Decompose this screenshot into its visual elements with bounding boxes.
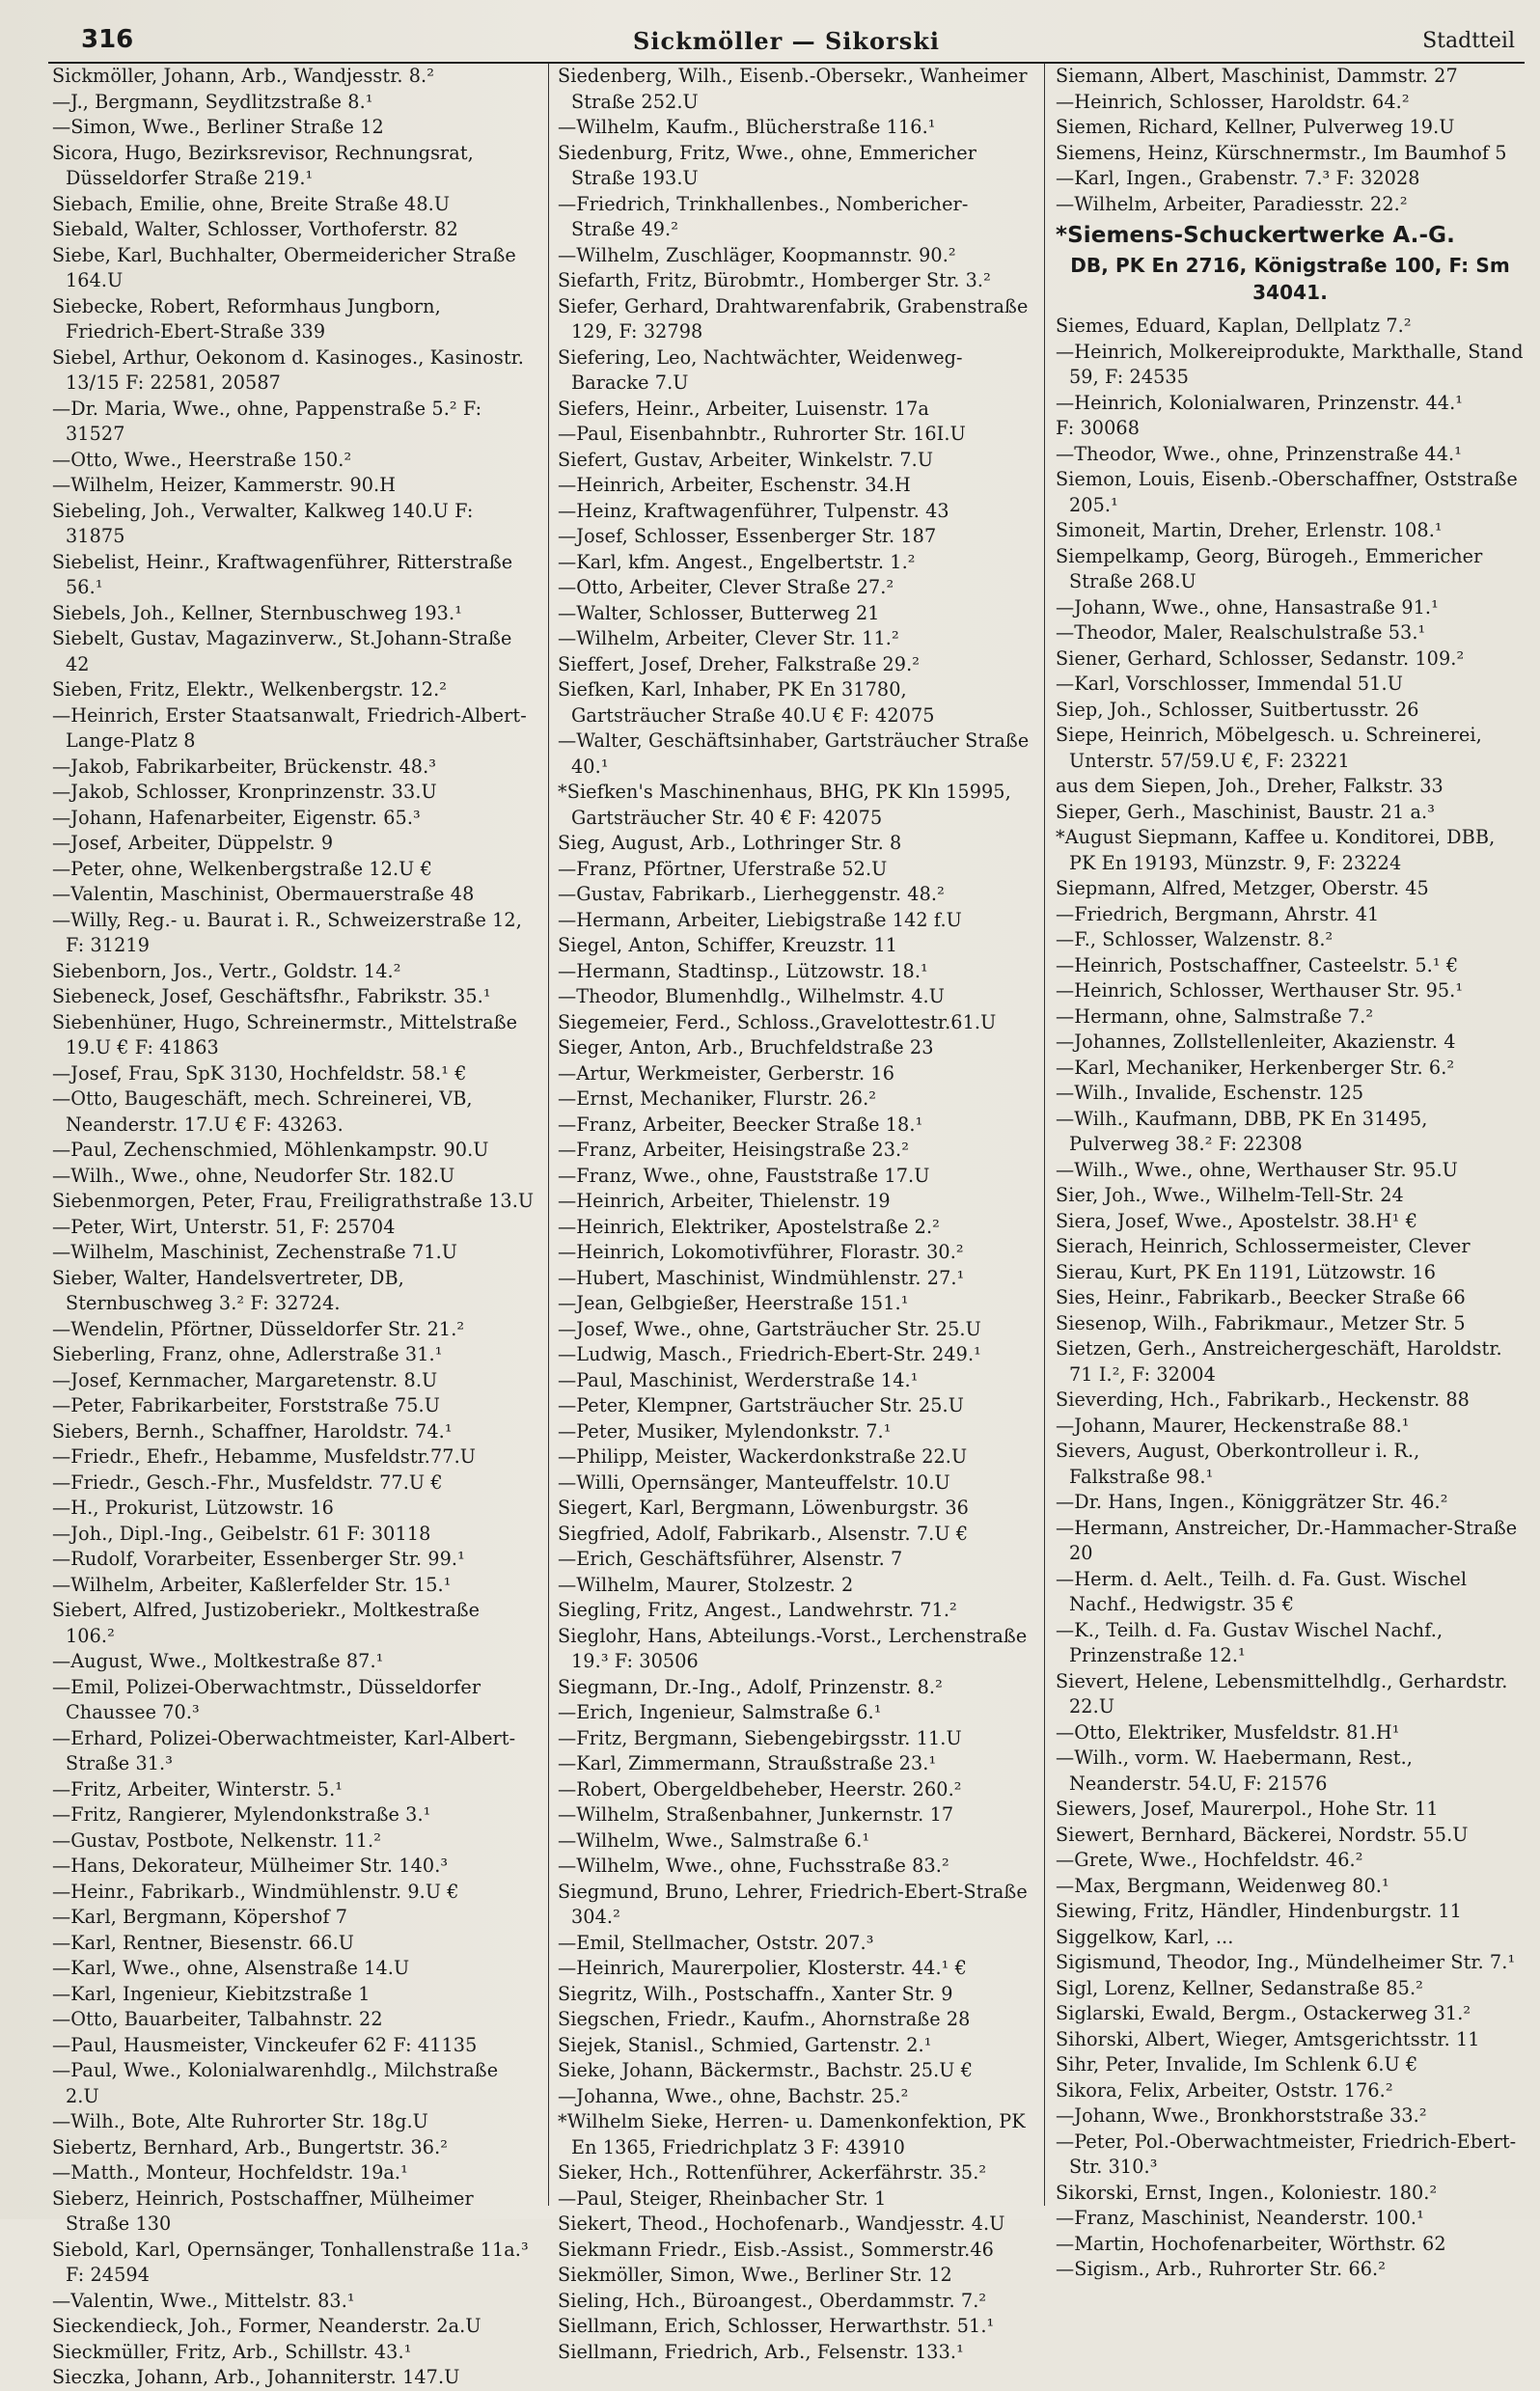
directory-column-left bbox=[52, 64, 535, 2388]
directory-entry: Siebach, Emilie, ohne, Breite Straße 48.U bbox=[52, 192, 451, 215]
directory-entry: —Franz, Maschinist, Neanderstr. 100.¹ bbox=[1056, 2207, 1424, 2229]
directory-entry: —Wilhelm, Wwe., ohne, Fuchsstraße 83.² bbox=[558, 1855, 949, 1877]
directory-entry: Sickmöller, Johann, Arb., Wandjesstr. 8.² bbox=[52, 65, 435, 87]
directory-entry: Sieling, Hch., Büroangest., Oberdammstr. 7.² bbox=[558, 2289, 987, 2312]
directory-entry: —Heinrich, Schlosser, Haroldstr. 64.² bbox=[1056, 90, 1410, 113]
directory-entry: Siejek, Stanisl., Schmied, Gartenstr. 2.¹ bbox=[558, 2033, 932, 2056]
directory-entry: Siebelt, Gustav, Magazinverw., St.Johann-Straße 42 bbox=[52, 627, 512, 675]
directory-entry: —Simon, Wwe., Berliner Straße 12 bbox=[52, 116, 384, 138]
directory-entry: —Gustav, Fabrikarb., Lierheggenstr. 48.² bbox=[558, 883, 945, 905]
directory-entry: Sigl, Lorenz, Kellner, Sedanstraße 85.² bbox=[1056, 1976, 1423, 1999]
directory-entry: —Hermann, Arbeiter, Liebigstraße 142 f.U bbox=[558, 908, 962, 931]
directory-entry: —Wilh., Kaufmann, DBB, PK En 31495, Pulverweg 38.² F: 22308 bbox=[1056, 1107, 1428, 1155]
directory-entry: —Josef, Schlosser, Essenberger Str. 187 bbox=[558, 525, 937, 547]
directory-entry: —Heinrich, Molkereiprodukte, Markthalle, Stand 59, F: 24535 bbox=[1056, 340, 1524, 388]
directory-entry: Siedenberg, Wilh., Eisenb.-Obersekr., Wanheimer Straße 252.U bbox=[558, 65, 1028, 113]
directory-entry: —Ernst, Mechaniker, Flurstr. 26.² bbox=[558, 1087, 877, 1110]
directory-entry: Siebel, Arthur, Oekonom d. Kasinoges., Kasinostr. 13/15 F: 22581, 20587 bbox=[52, 345, 525, 394]
directory-entry: —Heinrich, Postschaffner, Casteelstr. 5.¹ € bbox=[1056, 953, 1459, 976]
directory-entry: Siellmann, Erich, Schlosser, Herwarthstr. 51.¹ bbox=[558, 2315, 995, 2337]
directory-entry: —Wilhelm, Heizer, Kammerstr. 90.H bbox=[52, 474, 397, 496]
directory-entry: —Heinrich, Erster Staatsanwalt, Friedrich-Albert-Lange-Platz 8 bbox=[52, 703, 527, 752]
directory-entry: —Josef, Wwe., ohne, Gartsträucher Str. 25.U bbox=[558, 1317, 981, 1340]
directory-entry: Sieglohr, Hans, Abteilungs.-Vorst., Lerchenstraße 19.³ F: 30506 bbox=[558, 1624, 1028, 1672]
directory-entry: Siegritz, Wilh., Postschaffn., Xanter Str. 9 bbox=[558, 1982, 953, 2005]
directory-entry: —Hans, Dekorateur, Mülheimer Str. 140.³ bbox=[52, 1855, 449, 1877]
directory-entry: *Siemens-Schuckertwerke A.-G. bbox=[1056, 223, 1455, 248]
directory-entry: —Walter, Schlosser, Butterweg 21 bbox=[558, 601, 880, 624]
directory-entry: —Johannes, Zollstellenleiter, Akazienstr. 4 bbox=[1056, 1031, 1456, 1053]
directory-entry: Siefken, Karl, Inhaber, PK En 31780, Gartsträucher Straße 40.U € F: 42075 bbox=[558, 678, 935, 727]
directory-entry: —Peter, Pol.-Oberwachtmeister, Friedrich-Ebert-Str. 310.³ bbox=[1056, 2130, 1517, 2178]
directory-entry: —Friedr., Ehefr., Hebamme, Musfeldstr.77.U bbox=[52, 1445, 477, 1468]
directory-entry: F: 30068 bbox=[1056, 417, 1141, 439]
directory-entry: —Theodor, Maler, Realschulstraße 53.¹ bbox=[1056, 621, 1426, 644]
directory-entry: —Karl, Vorschlosser, Immendal 51.U bbox=[1056, 673, 1403, 695]
directory-entry: —Heinz, Kraftwagenführer, Tulpenstr. 43 bbox=[558, 499, 949, 522]
directory-entry: Siemann, Albert, Maschinist, Dammstr. 27 bbox=[1056, 65, 1458, 87]
directory-entry: Siefer, Gerhard, Drahtwarenfabrik, Grabenstraße 129, F: 32798 bbox=[558, 294, 1029, 343]
directory-entry: Sikorski, Ernst, Ingen., Koloniestr. 180.² bbox=[1056, 2181, 1438, 2204]
directory-entry: —Dr. Maria, Wwe., ohne, Pappenstraße 5.² F: 31527 bbox=[52, 397, 482, 445]
directory-entry: —K., Teilh. d. Fa. Gustav Wischel Nachf., Prinzenstraße 12.¹ bbox=[1056, 1618, 1444, 1666]
directory-entry: Sieg, August, Arb., Lothringer Str. 8 bbox=[558, 832, 902, 854]
directory-entry: Siewers, Josef, Maurerpol., Hohe Str. 11 bbox=[1056, 1798, 1439, 1820]
directory-entry: Sieczka, Johann, Arb., Johanniterstr. 147.U bbox=[52, 2366, 460, 2388]
directory-entry: —Hermann, Stadtinsp., Lützowstr. 18.¹ bbox=[558, 959, 928, 982]
directory-entry: Sieberz, Heinrich, Postschaffner, Mülheimer Straße 130 bbox=[52, 2186, 474, 2235]
directory-entry: —Hubert, Maschinist, Windmühlenstr. 27.¹ bbox=[558, 1266, 965, 1289]
directory-entry: —Wilh., vorm. W. Haebermann, Rest., Neanderstr. 54.U, F: 21576 bbox=[1056, 1746, 1413, 1795]
directory-entry: Siegemeier, Ferd., Schloss.,Gravelottestr.61.U bbox=[558, 1010, 997, 1033]
directory-entry: Siebertz, Bernhard, Arb., Bungertstr. 36.² bbox=[52, 2135, 449, 2158]
directory-entry: —Karl, kfm. Angest., Engelbertstr. 1.² bbox=[558, 550, 916, 573]
directory-entry: —Emil, Stellmacher, Oststr. 207.³ bbox=[558, 1931, 874, 1954]
directory-entry: Sievert, Helene, Lebensmittelhdlg., Gerhardstr. 22.U bbox=[1056, 1669, 1508, 1718]
directory-entry: —Robert, Obergeldbeheber, Heerstr. 260.² bbox=[558, 1777, 962, 1800]
directory-entry: Siebenborn, Jos., Vertr., Goldstr. 14.² bbox=[52, 959, 401, 982]
directory-entry: Sieker, Hch., Rottenführer, Ackerfährstr. 35.² bbox=[558, 2161, 987, 2184]
directory-entry: —Grete, Wwe., Hochfeldstr. 46.² bbox=[1056, 1849, 1363, 1871]
directory-entry: —Wilhelm, Arbeiter, Paradiesstr. 22.² bbox=[1056, 192, 1408, 215]
directory-entry: Siewing, Fritz, Händler, Hindenburgstr. 11 bbox=[1056, 1900, 1462, 1922]
directory-entry: —H., Prokurist, Lützowstr. 16 bbox=[52, 1497, 334, 1519]
directory-entry: —Friedr., Gesch.-Fhr., Musfeldstr. 77.U € bbox=[52, 1470, 443, 1494]
directory-entry: Sietzen, Gerh., Anstreichergeschäft, Haroldstr. 71 I.², F: 32004 bbox=[1056, 1337, 1502, 1386]
directory-entry: Siemen, Richard, Kellner, Pulverweg 19.U bbox=[1056, 116, 1455, 138]
directory-entry: —Johann, Wwe., ohne, Hansastraße 91.¹ bbox=[1056, 595, 1439, 618]
directory-entry: —Otto, Baugeschäft, mech. Schreinerei, VB, Neanderstr. 17.U € F: 43263. bbox=[52, 1087, 473, 1136]
directory-entry: —Joh., Dipl.-Ing., Geibelstr. 61 F: 30118 bbox=[52, 1522, 431, 1545]
directory-entry: —Franz, Wwe., ohne, Fauststraße 17.U bbox=[558, 1164, 930, 1187]
directory-entry: —Peter, ohne, Welkenbergstraße 12.U € bbox=[52, 857, 432, 880]
directory-entry: —Jean, Gelbgießer, Heerstraße 151.¹ bbox=[558, 1292, 909, 1314]
directory-entry: —F., Schlosser, Walzenstr. 8.² bbox=[1056, 928, 1334, 950]
directory-entry: —August, Wwe., Moltkestraße 87.¹ bbox=[52, 1650, 384, 1672]
directory-entry: —Paul, Zechenschmied, Möhlenkampstr. 90.U bbox=[52, 1139, 489, 1161]
directory-entry: —Heinrich, Lokomotivführer, Florastr. 30.² bbox=[558, 1241, 964, 1263]
directory-entry: Siebenmorgen, Peter, Frau, Freiligrathstraße 13.U bbox=[52, 1190, 535, 1212]
directory-entry: Siegschen, Friedr., Kaufm., Ahornstraße 28 bbox=[558, 2008, 971, 2030]
directory-entry: Siebecke, Robert, Reformhaus Jungborn, Friedrich-Ebert-Straße 339 bbox=[52, 294, 441, 343]
directory-entry: Siebeling, Joh., Verwalter, Kalkweg 140.U F: 31875 bbox=[52, 499, 474, 547]
directory-entry: Siemes, Eduard, Kaplan, Dellplatz 7.² bbox=[1056, 315, 1412, 337]
directory-entry: —Herm. d. Aelt., Teilh. d. Fa. Gust. Wischel Nachf., Hedwigstr. 35 € bbox=[1056, 1567, 1468, 1615]
directory-entry: Sierach, Heinrich, Schlossermeister, Clever bbox=[1056, 1235, 1471, 1257]
directory-entry: —Fritz, Bergmann, Siebengebirgsstr. 11.U bbox=[558, 1726, 962, 1749]
directory-entry: Siggelkow, Karl, ... bbox=[1056, 1925, 1234, 1948]
directory-entry: —Jakob, Fabrikarbeiter, Brückenstr. 48.³ bbox=[52, 755, 437, 778]
directory-entry: —Gustav, Postbote, Nelkenstr. 11.² bbox=[52, 1828, 382, 1852]
directory-entry: —Willi, Opernsänger, Manteuffelstr. 10.U bbox=[558, 1470, 950, 1494]
directory-entry: —Heinrich, Arbeiter, Eschenstr. 34.H bbox=[558, 474, 911, 496]
directory-entry: —Erhard, Polizei-Oberwachtmeister, Karl-Albert-Straße 31.³ bbox=[52, 1726, 516, 1774]
directory-entry: —Wilh., Wwe., ohne, Werthauser Str. 95.U bbox=[1056, 1158, 1458, 1181]
directory-entry: —Rudolf, Vorarbeiter, Essenberger Str. 99.¹ bbox=[52, 1548, 465, 1570]
directory-entry: —Franz, Arbeiter, Beecker Straße 18.¹ bbox=[558, 1113, 923, 1136]
column-divider bbox=[1044, 64, 1045, 2206]
directory-entry: —Josef, Frau, SpK 3130, Hochfeldstr. 58.¹ € bbox=[52, 1061, 467, 1085]
directory-entry: Siempelkamp, Georg, Bürogeh., Emmericher Straße 268.U bbox=[1056, 544, 1483, 592]
directory-entry: Sieberling, Franz, ohne, Adlerstraße 31.¹ bbox=[52, 1343, 443, 1365]
directory-entry: Siebald, Walter, Schlosser, Vorthoferstr. 82 bbox=[52, 218, 458, 240]
directory-entry: —Matth., Monteur, Hochfeldstr. 19a.¹ bbox=[52, 2161, 408, 2184]
directory-entry: —Wilhelm, Zuschläger, Koopmannstr. 90.² bbox=[558, 243, 956, 266]
directory-entry: Sieber, Walter, Handelsvertreter, DB, Sternbuschweg 3.² F: 32724. bbox=[52, 1266, 404, 1314]
directory-entry: Sieffert, Josef, Dreher, Falkstraße 29.² bbox=[558, 652, 921, 675]
directory-entry: Siera, Josef, Wwe., Apostelstr. 38.H¹ € bbox=[1056, 1209, 1418, 1232]
directory-entry: Siebeneck, Josef, Geschäftsfhr., Fabrikstr. 35.¹ bbox=[52, 985, 491, 1007]
directory-entry: —Willy, Reg.- u. Baurat i. R., Schweizerstraße 12, F: 31219 bbox=[52, 908, 522, 956]
directory-entry: —Jakob, Schlosser, Kronprinzenstr. 33.U bbox=[52, 781, 437, 803]
directory-entry: —Emil, Polizei-Oberwachtmstr., Düsseldorfer Chaussee 70.³ bbox=[52, 1675, 481, 1723]
directory-entry: —Johann, Wwe., Bronkhorststraße 33.² bbox=[1056, 2104, 1427, 2127]
directory-entry: —Wendelin, Pförtner, Düsseldorfer Str. 21.² bbox=[52, 1317, 465, 1340]
directory-entry: —Philipp, Meister, Wackerdonkstraße 22.U bbox=[558, 1445, 968, 1468]
directory-entry: —Valentin, Maschinist, Obermauerstraße 48 bbox=[52, 883, 475, 905]
directory-entry: —Karl, Bergmann, Köpershof 7 bbox=[52, 1906, 348, 1928]
directory-entry: —Franz, Arbeiter, Heisingstraße 23.² bbox=[558, 1139, 910, 1161]
directory-entry: —Max, Bergmann, Weidenweg 80.¹ bbox=[1056, 1874, 1389, 1897]
directory-entry: Siekert, Theod., Hochofenarb., Wandjesstr. 4.U bbox=[558, 2212, 1005, 2235]
column-divider bbox=[548, 64, 549, 2206]
directory-entry: Siebold, Karl, Opernsänger, Tonhallenstraße 11a.³ F: 24594 bbox=[52, 2238, 529, 2286]
directory-entry: Siep, Joh., Schlosser, Suitbertusstr. 26 bbox=[1056, 698, 1419, 721]
directory-entry: —Otto, Arbeiter, Clever Straße 27.² bbox=[558, 576, 894, 598]
directory-entry: Siegel, Anton, Schiffer, Kreuzstr. 11 bbox=[558, 934, 898, 956]
directory-entry: Siefering, Leo, Nachtwächter, Weidenweg-Baracke 7.U bbox=[558, 345, 963, 394]
directory-entry: Sigismund, Theodor, Ing., Mündelheimer Str. 7.¹ bbox=[1056, 1951, 1516, 1973]
directory-entry: —Heinrich, Arbeiter, Thielenstr. 19 bbox=[558, 1190, 891, 1212]
directory-entry: —Heinrich, Schlosser, Werthauser Str. 95.¹ bbox=[1056, 979, 1464, 1002]
directory-entry: Siebers, Bernh., Schaffner, Haroldstr. 74.¹ bbox=[52, 1419, 453, 1443]
directory-entry: —Franz, Pförtner, Uferstraße 52.U bbox=[558, 857, 888, 880]
directory-entry: —Josef, Arbeiter, Düppelstr. 9 bbox=[52, 832, 334, 854]
directory-entry: DB, PK En 2716, Königstraße 100, F: Sm 34041. bbox=[1070, 254, 1510, 304]
directory-entry: —Valentin, Wwe., Mittelstr. 83.¹ bbox=[52, 2289, 355, 2312]
directory-entry: —Fritz, Arbeiter, Winterstr. 5.¹ bbox=[52, 1777, 344, 1800]
directory-entry: —Peter, Fabrikarbeiter, Forststraße 75.U bbox=[52, 1394, 440, 1416]
directory-entry: Siekmöller, Simon, Wwe., Berliner Str. 12 bbox=[558, 2264, 952, 2286]
district-label: Stadtteil bbox=[1422, 29, 1515, 53]
directory-entry: —Theodor, Blumenhdlg., Wilhelmstr. 4.U bbox=[558, 985, 946, 1007]
directory-entry: Siebert, Alfred, Justizoberiekr., Moltkestraße 106.² bbox=[52, 1599, 481, 1647]
directory-entry: —Wilhelm, Wwe., Salmstraße 6.¹ bbox=[558, 1828, 870, 1852]
directory-entry: —Paul, Eisenbahnbtr., Ruhrorter Str. 16I.U bbox=[558, 423, 966, 445]
directory-entry: —Otto, Wwe., Heerstraße 150.² bbox=[52, 448, 352, 471]
directory-entry: —Karl, Rentner, Biesenstr. 66.U bbox=[52, 1931, 355, 1954]
directory-entry: —Johann, Hafenarbeiter, Eigenstr. 65.³ bbox=[52, 806, 421, 829]
directory-entry: —Erich, Geschäftsführer, Alsenstr. 7 bbox=[558, 1548, 903, 1570]
directory-entry: Siesenop, Wilh., Fabrikmaur., Metzer Str. 5 bbox=[1056, 1311, 1466, 1334]
directory-entry: Siellmann, Friedrich, Arb., Felsenstr. 133.¹ bbox=[558, 2340, 964, 2363]
directory-entry: —Friedrich, Bergmann, Ahrstr. 41 bbox=[1056, 902, 1380, 925]
directory-entry: Siedenburg, Fritz, Wwe., ohne, Emmericher Straße 193.U bbox=[558, 141, 976, 189]
directory-entry: —Wilhelm, Maurer, Stolzestr. 2 bbox=[558, 1573, 854, 1596]
directory-entry: —Theodor, Wwe., ohne, Prinzenstraße 44.¹ bbox=[1056, 442, 1463, 465]
directory-entry: —Wilhelm, Maschinist, Zechenstraße 71.U bbox=[52, 1241, 458, 1263]
directory-entry: —Wilhelm, Kaufm., Blücherstraße 116.¹ bbox=[558, 116, 936, 138]
directory-entry: —Otto, Bauarbeiter, Talbahnstr. 22 bbox=[52, 2008, 383, 2030]
directory-entry: Sieper, Gerh., Maschinist, Baustr. 21 a.³ bbox=[1056, 800, 1436, 823]
directory-entry: Sies, Heinr., Fabrikarb., Beecker Straße 66 bbox=[1056, 1286, 1466, 1308]
page-title: Sickmöller — Sikorski bbox=[633, 27, 940, 55]
directory-entry: —Sigism., Arb., Ruhrorter Str. 66.² bbox=[1056, 2258, 1387, 2280]
directory-entry: —Otto, Elektriker, Musfeldstr. 81.H¹ bbox=[1056, 1720, 1400, 1744]
directory-entry: Sievers, August, Oberkontrolleur i. R., Falkstraße 98.¹ bbox=[1056, 1440, 1420, 1488]
directory-entry: Sierau, Kurt, PK En 1191, Lützowstr. 16 bbox=[1056, 1260, 1437, 1283]
directory-entry: —Heinrich, Maurerpolier, Klosterstr. 44.¹ € bbox=[558, 1957, 967, 1979]
directory-entry: —Wilhelm, Arbeiter, Clever Str. 11.² bbox=[558, 627, 899, 649]
directory-entry: Siegling, Fritz, Angest., Landwehrstr. 71.² bbox=[558, 1599, 957, 1621]
directory-entry: —Paul, Wwe., Kolonialwarenhdlg., Milchstraße 2.U bbox=[52, 2059, 499, 2107]
directory-entry: Siemon, Louis, Eisenb.-Oberschaffner, Oststraße 205.¹ bbox=[1056, 468, 1518, 516]
directory-entry: —Peter, Klempner, Gartsträucher Str. 25.U bbox=[558, 1394, 965, 1416]
directory-entry: Siegmann, Dr.-Ing., Adolf, Prinzenstr. 8.² bbox=[558, 1675, 943, 1698]
directory-entry: Sieckmüller, Fritz, Arb., Schillstr. 43.¹ bbox=[52, 2340, 412, 2363]
directory-entry: —Erich, Ingenieur, Salmstraße 6.¹ bbox=[558, 1701, 882, 1723]
directory-entry: —Heinrich, Kolonialwaren, Prinzenstr. 44.¹ bbox=[1056, 391, 1464, 414]
directory-entry: Siegert, Karl, Bergmann, Löwenburgstr. 36 bbox=[558, 1497, 969, 1519]
directory-entry: —Peter, Musiker, Mylendonkstr. 7.¹ bbox=[558, 1419, 892, 1443]
directory-entry: —Fritz, Rangierer, Mylendonkstraße 3.¹ bbox=[52, 1803, 431, 1826]
directory-entry: —Karl, Mechaniker, Herkenberger Str. 6.² bbox=[1056, 1056, 1455, 1079]
directory-entry: —Hermann, ohne, Salmstraße 7.² bbox=[1056, 1004, 1374, 1028]
directory-entry: Sieke, Johann, Bäckermstr., Bachstr. 25.U € bbox=[558, 2059, 974, 2081]
directory-entry: —Ludwig, Masch., Friedrich-Ebert-Str. 249.¹ bbox=[558, 1343, 981, 1365]
directory-entry: Siener, Gerhard, Schlosser, Sedanstr. 109.² bbox=[1056, 646, 1465, 670]
directory-entry: *August Siepmann, Kaffee u. Konditorei, DBB, PK En 19193, Münzstr. 9, F: 23224 bbox=[1056, 826, 1496, 874]
directory-entry: Siegfried, Adolf, Fabrikarb., Alsenstr. 7.U € bbox=[558, 1522, 969, 1545]
directory-entry: —Paul, Maschinist, Werderstraße 14.¹ bbox=[558, 1368, 919, 1391]
directory-entry: Siemens, Heinz, Kürschnermstr., Im Baumhof 5 bbox=[1056, 141, 1507, 164]
directory-entry: Siebe, Karl, Buchhalter, Obermeidericher Straße 164.U bbox=[52, 243, 516, 291]
directory-entry: Siebels, Joh., Kellner, Sternbuschweg 193.¹ bbox=[52, 601, 462, 624]
directory-entry: —Johann, Maurer, Heckenstraße 88.¹ bbox=[1056, 1414, 1410, 1437]
directory-entry: —Karl, Wwe., ohne, Alsenstraße 14.U bbox=[52, 1957, 410, 1979]
page-header bbox=[48, 17, 1525, 64]
directory-entry: —Martin, Hochofenarbeiter, Wörthstr. 62 bbox=[1056, 2232, 1446, 2255]
directory-entry: —Heinr., Fabrikarb., Windmühlenstr. 9.U € bbox=[52, 1880, 459, 1903]
directory-entry: Sieverding, Hch., Fabrikarb., Heckenstr. 88 bbox=[1056, 1388, 1470, 1411]
directory-entry: Sieckendieck, Joh., Former, Neanderstr. 2a.U bbox=[52, 2315, 481, 2337]
directory-entry: Siebelist, Heinr., Kraftwagenführer, Ritterstraße 56.¹ bbox=[52, 550, 513, 598]
directory-entry: —Wilh., Invalide, Eschenstr. 125 bbox=[1056, 1082, 1364, 1104]
directory-column-middle bbox=[558, 64, 1031, 2363]
directory-entry: —Hermann, Anstreicher, Dr.-Hammacher-Straße 20 bbox=[1056, 1516, 1518, 1564]
directory-column-right bbox=[1056, 64, 1525, 2280]
directory-entry: *Siefken's Maschinenhaus, BHG, PK Kln 15995, Gartsträucher Str. 40 € F: 42075 bbox=[558, 781, 1011, 829]
directory-entry: Sieger, Anton, Arb., Bruchfeldstraße 23 bbox=[558, 1036, 934, 1058]
directory-entry: Siebenhüner, Hugo, Schreinermstr., Mittelstraße 19.U € F: 41863 bbox=[52, 1010, 518, 1058]
directory-entry: Sicora, Hugo, Bezirksrevisor, Rechnungsrat, Düsseldorfer Straße 219.¹ bbox=[52, 141, 474, 189]
directory-entry: Sihorski, Albert, Wieger, Amtsgerichtsstr. 11 bbox=[1056, 2027, 1480, 2050]
directory-entry: —Johanna, Wwe., ohne, Bachstr. 25.² bbox=[558, 2084, 909, 2107]
directory-entry: Sier, Joh., Wwe., Wilhelm-Tell-Str. 24 bbox=[1056, 1184, 1404, 1206]
directory-entry: Siefert, Gustav, Arbeiter, Winkelstr. 7.U bbox=[558, 448, 934, 471]
directory-entry: —J., Bergmann, Seydlitzstraße 8.¹ bbox=[52, 90, 373, 113]
directory-entry: —Karl, Ingenieur, Kiebitzstraße 1 bbox=[52, 1982, 371, 2005]
directory-entry: —Karl, Ingen., Grabenstr. 7.³ F: 32028 bbox=[1056, 167, 1420, 189]
directory-entry: —Paul, Hausmeister, Vinckeufer 62 F: 41135 bbox=[52, 2033, 478, 2056]
directory-entry: —Wilhelm, Straßenbahner, Junkernstr. 17 bbox=[558, 1803, 954, 1826]
directory-entry: Siefers, Heinr., Arbeiter, Luisenstr. 17a bbox=[558, 397, 929, 420]
directory-entry: *Wilhelm Sieke, Herren- u. Damenkonfektion, PK En 1365, Friedrichplatz 3 F: 43910 bbox=[558, 2110, 1026, 2158]
directory-entry: —Heinrich, Elektriker, Apostelstraße 2.² bbox=[558, 1215, 940, 1238]
directory-entry: —Wilh., Wwe., ohne, Neudorfer Str. 182.U bbox=[52, 1164, 455, 1187]
directory-entry: —Paul, Steiger, Rheinbacher Str. 1 bbox=[558, 2186, 887, 2210]
directory-entry: aus dem Siepen, Joh., Dreher, Falkstr. 33 bbox=[1056, 775, 1444, 797]
directory-entry: —Friedrich, Trinkhallenbes., Nombericher-Straße 49.² bbox=[558, 192, 969, 240]
directory-entry: —Josef, Kernmacher, Margaretenstr. 8.U bbox=[52, 1368, 438, 1391]
directory-entry: —Wilhelm, Arbeiter, Kaßlerfelder Str. 15.¹ bbox=[52, 1573, 452, 1596]
directory-entry: Sikora, Felix, Arbeiter, Oststr. 176.² bbox=[1056, 2078, 1393, 2102]
page-number: 316 bbox=[81, 25, 134, 54]
directory-entry: Siekmann Friedr., Eisb.-Assist., Sommerstr.46 bbox=[558, 2238, 994, 2261]
directory-entry: Siepe, Heinrich, Möbelgesch. u. Schreinerei, Unterstr. 57/59.U €, F: 23221 bbox=[1056, 724, 1482, 772]
directory-entry: Siglarski, Ewald, Bergm., Ostackerweg 31.² bbox=[1056, 2002, 1471, 2024]
directory-entry: Sihr, Peter, Invalide, Im Schlenk 6.U € bbox=[1056, 2053, 1418, 2075]
directory-entry: —Walter, Geschäftsinhaber, Gartsträucher Straße 40.¹ bbox=[558, 729, 1030, 778]
directory-entry: —Peter, Wirt, Unterstr. 51, F: 25704 bbox=[52, 1215, 396, 1238]
directory-entry: —Dr. Hans, Ingen., Königgrätzer Str. 46.² bbox=[1056, 1491, 1448, 1513]
directory-entry: Siegmund, Bruno, Lehrer, Friedrich-Ebert-Straße 304.² bbox=[558, 1880, 1028, 1928]
directory-entry: Simoneit, Martin, Dreher, Erlenstr. 108.¹ bbox=[1056, 519, 1443, 541]
directory-entry: —Wilh., Bote, Alte Ruhrorter Str. 18g.U bbox=[52, 2110, 428, 2132]
directory-entry: —Artur, Werkmeister, Gerberstr. 16 bbox=[558, 1061, 895, 1085]
directory-entry: Siepmann, Alfred, Metzger, Oberstr. 45 bbox=[1056, 877, 1429, 899]
directory-entry: Siewert, Bernhard, Bäckerei, Nordstr. 55.U bbox=[1056, 1823, 1469, 1846]
directory-entry: Sieben, Fritz, Elektr., Welkenbergstr. 12.² bbox=[52, 678, 448, 701]
directory-entry: Siefarth, Fritz, Bürobmtr., Homberger Str. 3.² bbox=[558, 269, 991, 291]
directory-entry: —Karl, Zimmermann, Straußstraße 23.¹ bbox=[558, 1752, 937, 1774]
